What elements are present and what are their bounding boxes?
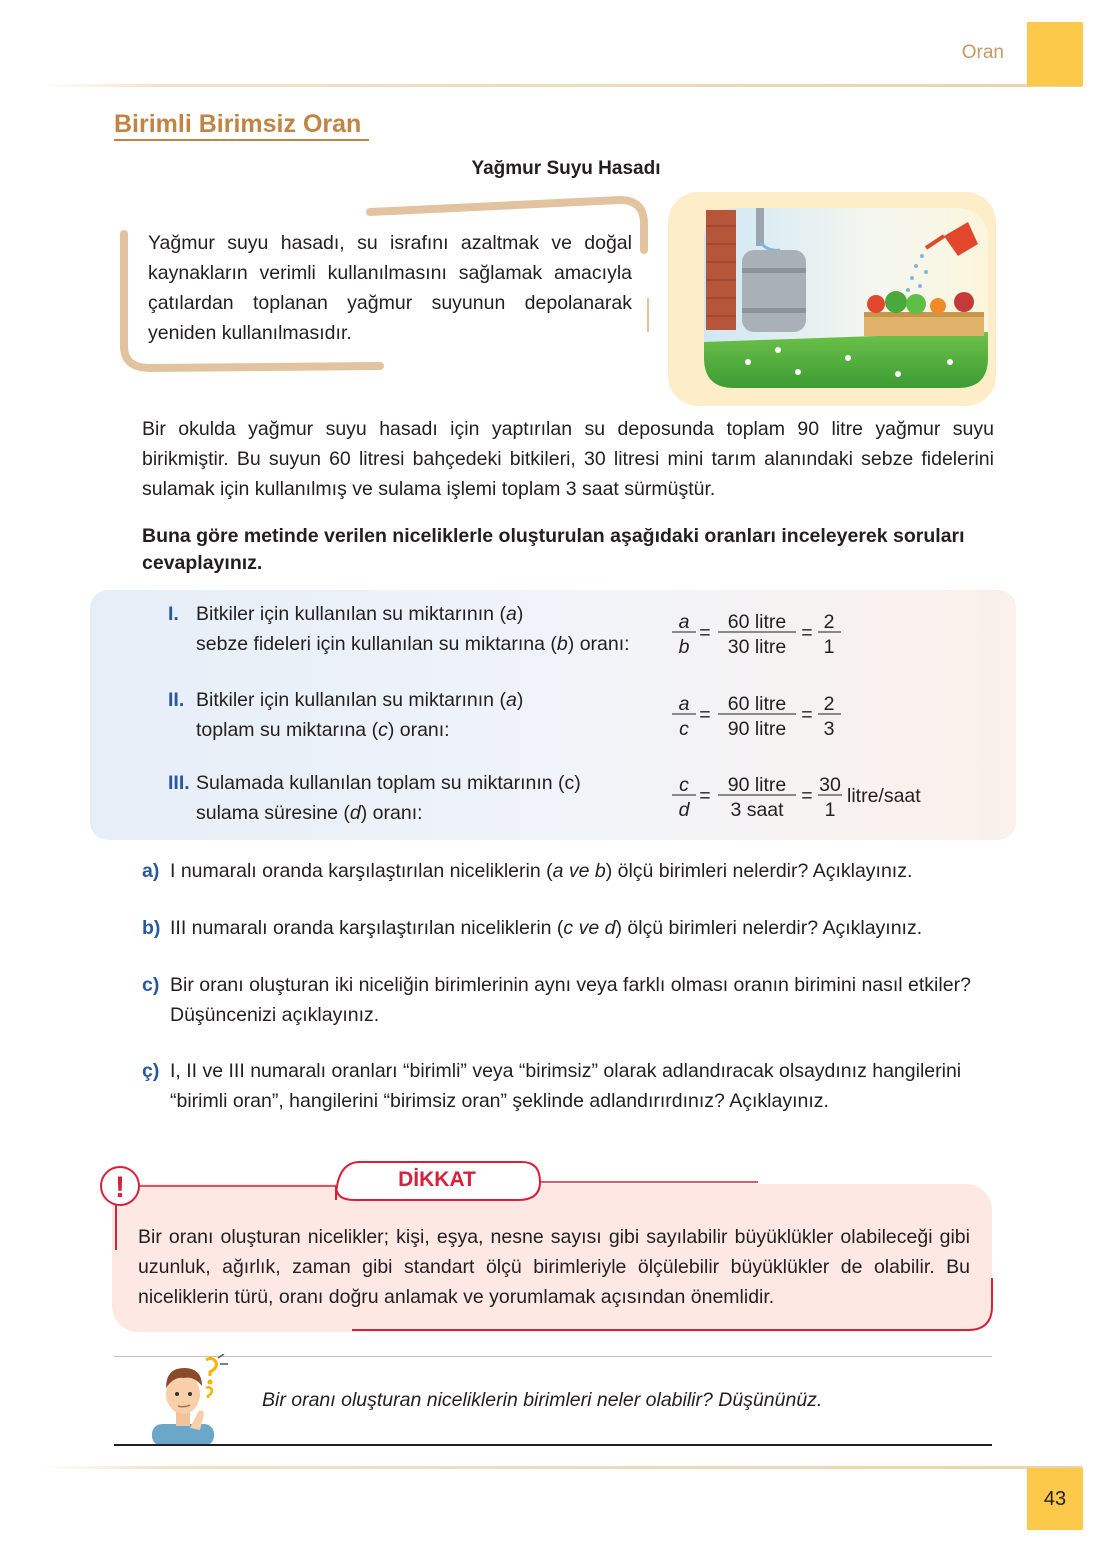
equals-sign: = xyxy=(801,704,813,726)
frac-c-num: 2 xyxy=(823,693,835,715)
think-top-rule xyxy=(114,1356,992,1357)
thinking-boy-icon xyxy=(144,1354,230,1449)
equals-sign: = xyxy=(801,622,813,644)
equals-sign: = xyxy=(699,704,711,726)
think-question: Bir oranı oluşturan niceliklerin birimleri neler olabilir? Düşününüz. xyxy=(262,1389,823,1411)
equals-sign: = xyxy=(801,785,813,807)
rainwater-illustration xyxy=(668,192,996,406)
frac-b-den: 90 litre xyxy=(727,718,787,740)
frac-b-den: 3 saat xyxy=(730,799,784,821)
equals-sign: = xyxy=(699,622,711,644)
frac-c-den: 3 xyxy=(823,718,835,740)
activity-title: Yağmur Suyu Hasadı xyxy=(471,158,661,179)
ratio-number: II. xyxy=(168,689,185,711)
ratio-number: III. xyxy=(168,772,190,794)
question-label: ç) xyxy=(142,1060,160,1082)
question-label: a) xyxy=(142,860,160,882)
equals-sign: = xyxy=(699,785,711,807)
instruction-text: Buna göre metinde verilen niceliklerle oluşturulan aşağıdaki oranları inceleyerek soruları cevaplayınız. xyxy=(142,525,965,574)
question-label: c) xyxy=(142,974,160,996)
frac-a-num: a xyxy=(678,693,690,715)
unit-label: litre/saat xyxy=(847,785,921,807)
warning-label: DİKKAT xyxy=(398,1168,476,1191)
frac-a-den: b xyxy=(678,636,690,658)
problem-paragraph: Bir okulda yağmur suyu hasadı için yaptırılan su deposunda toplam 90 litre yağmur suyu birikmiştir. Bu suyun 60 litresi bahçedeki bitkileri, 30 litresi mini tarım alanındaki sebze fidelerini sulamak için kullanılmış ve sulama işlemi toplam 3 saat sürmüştür. xyxy=(142,418,994,500)
think-bottom-rule xyxy=(114,1444,992,1446)
page-number: 43 xyxy=(1043,1488,1067,1510)
frac-c-den: 1 xyxy=(824,799,836,821)
frac-b-num: 60 litre xyxy=(727,693,787,715)
warning-text: Bir oranı oluşturan nicelikler; kişi, eşya, nesne sayısı gibi sayılabilir büyüklükler olabileceği gibi uzunluk, ağırlık, zaman gibi standart ölçü birimleriyle ölçülebilir büyüklükler de olabilir. Bu niceliklerin türü, oranı doğru anlamak ve yorumlamak açısından önemlidir. xyxy=(138,1226,970,1308)
section-title-underline xyxy=(114,139,369,141)
definition-text: Yağmur suyu hasadı, su israfını azaltmak ve doğal kaynakların verimli kullanılmasını sağlamak amacıyla çatılardan toplanan yağmur suyunun depolanarak yeniden kullanılmasıdır. xyxy=(148,232,632,344)
question-label: b) xyxy=(142,917,161,939)
frac-b-den: 30 litre xyxy=(727,636,787,658)
frac-c-num: 2 xyxy=(823,611,835,633)
section-title: Birimli Birimsiz Oran xyxy=(114,110,362,138)
header-tab xyxy=(1027,22,1083,86)
fraction-equation-3 xyxy=(660,767,950,823)
frac-a-den: d xyxy=(678,799,690,821)
frac-b-num: 60 litre xyxy=(727,611,787,633)
frac-a-num: c xyxy=(679,774,689,796)
chapter-name: Oran xyxy=(961,42,1004,63)
exclamation-icon: ! xyxy=(115,1171,125,1204)
frac-a-num: a xyxy=(678,611,690,633)
frac-c-den: 1 xyxy=(823,636,835,658)
header-rule xyxy=(40,84,1082,87)
frac-c-num: 30 xyxy=(819,774,841,796)
frac-a-den: c xyxy=(679,718,689,740)
fraction-equation-1 xyxy=(660,604,950,660)
frac-b-num: 90 litre xyxy=(727,774,787,796)
fraction-equation-2 xyxy=(660,686,950,742)
ratio-number: I. xyxy=(168,603,179,625)
footer-rule xyxy=(40,1466,1082,1469)
